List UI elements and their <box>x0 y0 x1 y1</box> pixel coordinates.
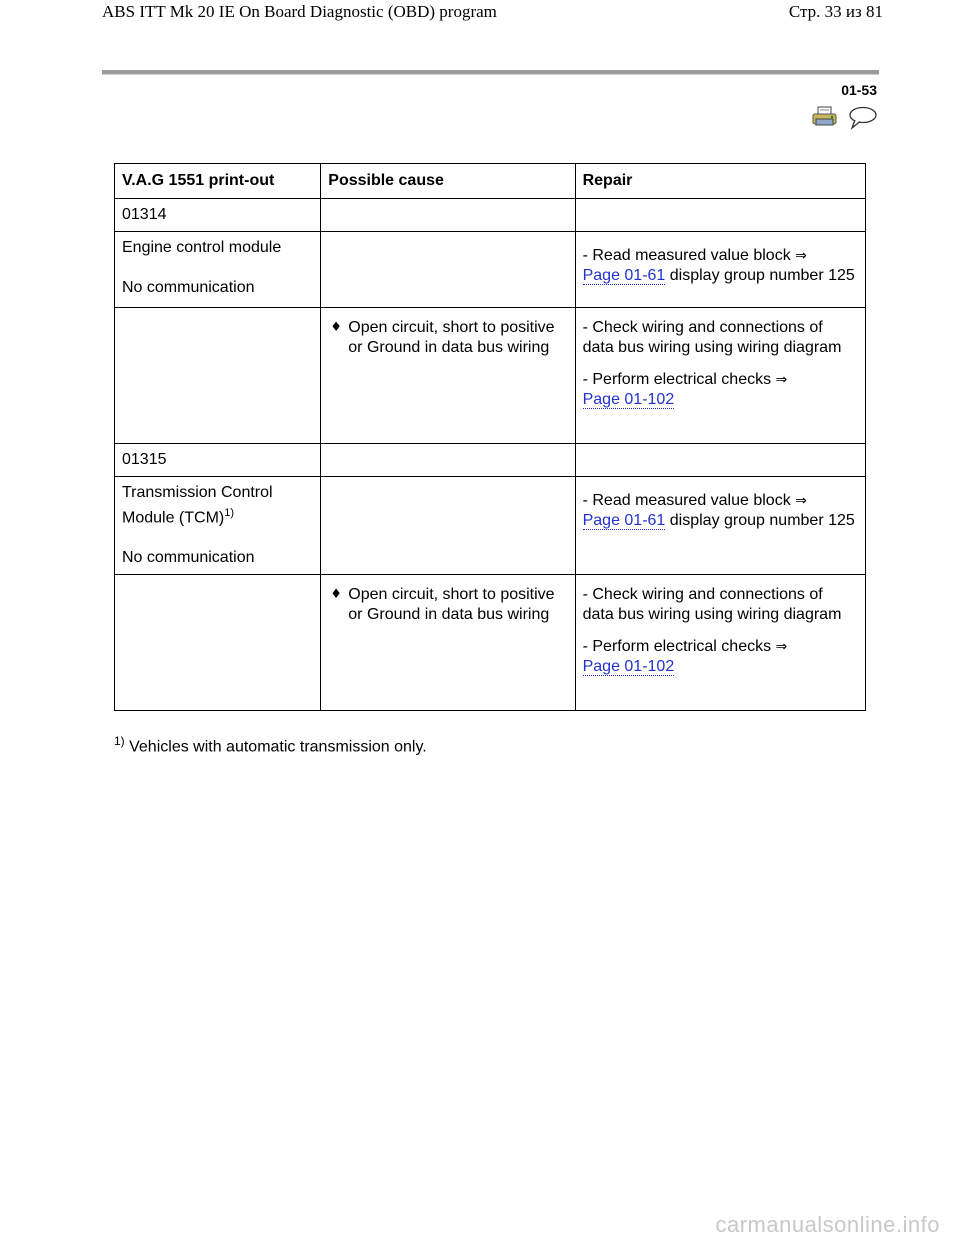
column-header: V.A.G 1551 print-out <box>115 164 321 199</box>
cause-cell <box>321 308 575 444</box>
footnote-ref: 1) <box>224 507 235 519</box>
empty-cell <box>321 199 575 232</box>
arrow-icon: ⇒ <box>795 248 807 264</box>
table-row <box>115 444 866 477</box>
page-link[interactable]: Page 01-102 <box>582 658 675 676</box>
repair-suffix: display group number 125 <box>665 267 855 284</box>
page-link[interactable]: Page 01-61 <box>582 267 666 284</box>
page-code: 01-53 <box>841 82 877 98</box>
page-link[interactable]: Page 01-61 <box>582 512 666 529</box>
repair-cell <box>575 308 865 444</box>
repair-instruction: - Perform electrical checks <box>582 371 772 388</box>
speech-bubble-icon[interactable] <box>846 106 878 135</box>
table-row <box>115 199 866 232</box>
table-row <box>115 308 866 444</box>
repair-text <box>583 370 858 410</box>
printout-text <box>122 483 313 528</box>
empty-cell <box>321 444 575 477</box>
empty-cell <box>115 575 321 711</box>
printout-status: No communication <box>122 279 255 296</box>
repair-suffix: display group number 125 <box>665 512 855 529</box>
page-counter: Стр. 33 из 81 <box>788 2 883 21</box>
printout-text: Engine control module <box>122 239 282 256</box>
repair-cell <box>575 575 865 711</box>
repair-instruction: - Perform electrical checks <box>582 638 772 656</box>
arrow-icon: ⇒ <box>795 493 807 509</box>
printout-label: Transmission Control Module (TCM) <box>122 484 273 527</box>
fault-table <box>114 163 866 711</box>
header-rule <box>102 70 879 75</box>
document-title: ABS ITT Mk 20 IE On Board Diagnostic (OBD) program <box>102 2 497 21</box>
fault-code: 01315 <box>115 444 321 477</box>
cause-text: Open circuit, short to positive or Ground in data bus wiring <box>348 319 555 356</box>
repair-instruction: - Read measured value block <box>582 492 791 509</box>
table-row <box>115 575 866 711</box>
printer-icon[interactable] <box>812 106 838 133</box>
fault-code: 01314 <box>115 199 321 232</box>
printout-cell <box>115 477 321 575</box>
bullet-item <box>328 585 567 625</box>
table-row <box>115 232 866 308</box>
page-tools <box>812 106 884 132</box>
printout-cell <box>115 232 321 308</box>
repair-text <box>583 637 858 677</box>
repair-text <box>583 491 858 531</box>
repair-instruction: - Read measured value block <box>582 247 791 264</box>
diamond-bullet-icon: ♦ <box>330 587 342 603</box>
repair-text <box>583 246 858 286</box>
watermark: carmanualsonline.info <box>715 1212 940 1237</box>
page-header <box>0 0 960 24</box>
empty-cell <box>321 232 575 308</box>
empty-cell <box>575 444 865 477</box>
arrow-icon: ⇒ <box>775 372 788 388</box>
repair-cell <box>575 232 865 308</box>
empty-cell <box>575 199 865 232</box>
table-row <box>115 477 866 575</box>
diamond-bullet-icon: ♦ <box>330 320 342 335</box>
footnote-mark: 1) <box>114 734 125 748</box>
repair-text: - Check wiring and connections of data bus wiring using wiring diagram <box>582 319 842 356</box>
page-link[interactable]: Page 01-102 <box>582 391 675 408</box>
bullet-item <box>328 318 567 358</box>
arrow-icon: ⇒ <box>775 639 788 656</box>
column-header: Possible cause <box>321 164 575 199</box>
printout-status: No communication <box>122 549 255 567</box>
footnote <box>114 734 427 756</box>
repair-cell <box>575 477 865 575</box>
footnote-text: Vehicles with automatic transmission only. <box>124 738 427 756</box>
empty-cell <box>321 477 575 575</box>
cause-cell <box>321 575 575 711</box>
table-header-row <box>115 164 866 199</box>
column-header: Repair <box>575 164 865 199</box>
empty-cell <box>115 308 321 444</box>
cause-text: Open circuit, short to positive or Ground in data bus wiring <box>348 586 555 624</box>
repair-text: - Check wiring and connections of data bus wiring using wiring diagram <box>582 586 842 624</box>
